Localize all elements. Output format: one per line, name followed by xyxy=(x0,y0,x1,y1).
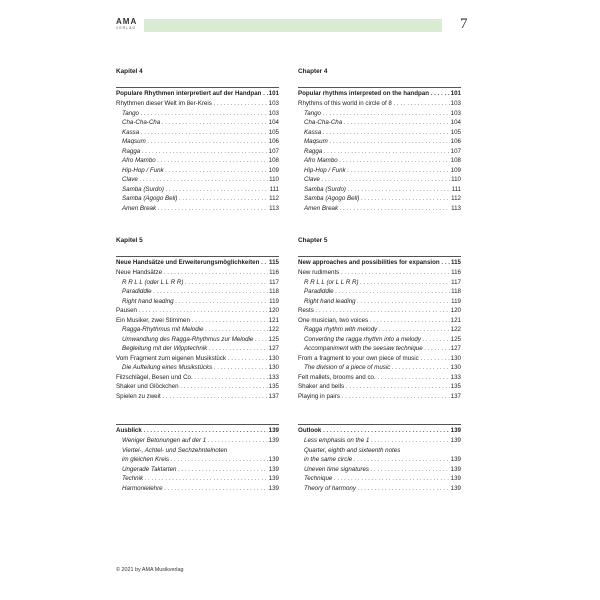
toc-entry xyxy=(298,455,461,465)
toc-entry-page: 117 xyxy=(269,278,279,286)
toc-entry-page: 117 xyxy=(451,278,461,286)
toc-entry-title: New approaches and possibilities for expansion . . . xyxy=(298,258,450,268)
toc-entry-page: 139 xyxy=(450,475,461,482)
toc-entry-title: Rhythmen dieser Welt im 8er-Kreis . . . xyxy=(116,99,268,109)
toc-entry xyxy=(298,316,461,326)
toc-entry-page: 118 xyxy=(451,288,461,295)
toc-entry-page: 135 xyxy=(450,383,461,390)
toc-entry-page: 119 xyxy=(451,297,461,305)
toc-entry-page: 130 xyxy=(268,354,279,362)
toc-entry xyxy=(116,204,279,214)
toc-entry-page: 139 xyxy=(450,456,461,463)
toc-entry-title: Amen Break . . . xyxy=(298,204,450,214)
toc-entry-title: Playing in pairs . . . xyxy=(298,392,450,402)
logo-mark: AMA xyxy=(116,17,138,26)
toc-entry-title: New rudiments . . . xyxy=(298,268,450,278)
toc-entry xyxy=(116,185,279,195)
toc-entry-title: Pausen . . . xyxy=(116,306,268,316)
toc-entry-title: Vom Fragment zum eigenen Musikstück . . . xyxy=(116,354,268,364)
toc-entry-page: 139 xyxy=(450,484,461,492)
toc-entry xyxy=(116,278,279,288)
toc-entry-page: 139 xyxy=(450,465,461,473)
toc-entry-page: 109 xyxy=(450,166,461,174)
toc-entry xyxy=(298,484,461,494)
toc-entry-page: 122 xyxy=(268,326,279,333)
toc-entry xyxy=(116,335,279,345)
toc-entry xyxy=(116,175,279,185)
toc-list xyxy=(298,87,461,213)
toc-entry xyxy=(116,166,279,176)
toc-entry-title: Kassa . . . xyxy=(298,128,450,138)
toc-entry-page: 133 xyxy=(450,373,461,381)
toc-entry xyxy=(298,363,461,373)
toc-entry xyxy=(116,156,279,166)
toc-entry-page: 107 xyxy=(450,147,461,155)
toc-entry-title: Ragga . . . xyxy=(298,147,450,157)
chapter-label: Chapter 4 xyxy=(298,68,328,75)
toc-entry-title: Shaker und Glöckchen . . . xyxy=(116,382,268,392)
toc-list xyxy=(116,256,279,401)
toc-entry-title: im gleichen Kreis . . . xyxy=(116,455,268,465)
toc-entry xyxy=(116,354,279,364)
toc-entry xyxy=(116,316,279,326)
toc-entry xyxy=(116,297,279,307)
toc-entry-page: 120 xyxy=(268,307,279,314)
toc-entry-title: Hip-Hop / Funk . . . xyxy=(116,166,268,176)
toc-entry xyxy=(116,118,279,128)
toc-heading xyxy=(298,424,461,436)
toc-entry xyxy=(116,344,279,354)
toc-entry xyxy=(298,156,461,166)
toc-entry-page xyxy=(278,446,279,456)
toc-entry-title: Paradiddle . . . xyxy=(298,287,450,297)
toc-entry xyxy=(116,147,279,157)
toc-entry-page: 139 xyxy=(268,465,279,473)
toc-entry-title: Uneven time signatures . . . xyxy=(298,465,450,475)
toc-entry-title: Theory of harmony . . . xyxy=(298,484,450,494)
toc-entry xyxy=(298,344,461,354)
toc-entry-title: R R L L (oder L L R R) . . . xyxy=(116,278,268,288)
toc-entry-title: Less emphasis on the 1 . . . xyxy=(298,436,450,446)
toc-entry-page: 111 xyxy=(269,185,279,193)
toc-entry xyxy=(298,325,461,335)
toc-entry-page: 115 xyxy=(451,259,461,266)
toc-entry-page: 125 xyxy=(450,335,461,343)
toc-entry-page: 119 xyxy=(269,297,279,305)
toc-entry-page: 139 xyxy=(268,437,279,444)
toc-de-chapter4 xyxy=(116,67,279,213)
toc-entry-title: Paradiddle . . . xyxy=(116,287,268,297)
toc-entry-page: 110 xyxy=(451,176,461,183)
chapter-label: Kapitel 5 xyxy=(116,237,143,244)
toc-entry-title: Accompaniment with the seesaw technique . . . xyxy=(298,344,450,354)
toc-entry-page: 115 xyxy=(269,259,279,266)
toc-entry-page: 113 xyxy=(269,204,279,212)
toc-list xyxy=(116,424,279,493)
toc-entry xyxy=(298,306,461,316)
toc-entry xyxy=(116,474,279,484)
toc-entry-title: Popular rhythms interpreted on the handpan . . . xyxy=(298,89,450,99)
toc-entry-title: Technik . . . xyxy=(116,474,268,484)
toc-entry-page: 130 xyxy=(268,364,279,371)
toc-heading xyxy=(116,87,279,99)
toc-entry-title: Samba (Surdo) . . . xyxy=(298,185,451,195)
toc-entry xyxy=(116,446,279,456)
toc-entry-title: Samba (Surdo) . . . xyxy=(116,185,269,195)
toc-en-outlook xyxy=(298,424,461,493)
toc-de-outlook xyxy=(116,424,279,493)
toc-entry xyxy=(298,166,461,176)
toc-entry-page: 121 xyxy=(268,316,279,324)
toc-entry-title: Maqsum . . . xyxy=(298,137,450,147)
toc-entry xyxy=(298,474,461,484)
toc-entry-title: Amen Break . . . xyxy=(116,204,268,214)
toc-list xyxy=(298,256,461,401)
toc-entry-page: 103 xyxy=(268,100,279,107)
toc-entry xyxy=(116,194,279,204)
toc-entry-page: 116 xyxy=(451,269,461,276)
toc-list xyxy=(116,87,279,213)
toc-entry-title: Tango . . . xyxy=(116,109,268,119)
toc-entry-title: in the same circle . . . xyxy=(298,455,450,465)
toc-entry-title: Ungerade Taktarten . . . xyxy=(116,465,268,475)
toc-entry xyxy=(116,287,279,297)
toc-entry-page: 111 xyxy=(451,185,461,193)
toc-entry xyxy=(298,278,461,288)
toc-entry-title: Ragga-Rhythmus mit Melodie . . . xyxy=(116,325,268,335)
toc-entry xyxy=(116,382,279,392)
toc-entry-page: 137 xyxy=(450,392,461,400)
toc-entry-title: Viertel-, Achtel- und Sechzehntelnoten xyxy=(122,446,228,454)
toc-entry-page: 112 xyxy=(451,195,461,202)
toc-entry xyxy=(298,204,461,214)
toc-entry-title: The division of a piece of music . . . xyxy=(298,363,450,373)
toc-entry xyxy=(298,109,461,119)
toc-entry-page: 103 xyxy=(450,109,461,117)
logo-subtitle: VERLAG xyxy=(116,26,137,30)
toc-entry-page: 108 xyxy=(268,157,279,164)
toc-entry-title: Converting the ragga rhythm into a melody . . . xyxy=(298,335,450,345)
toc-entry xyxy=(298,287,461,297)
toc-entry-title: Spielen zu zweit . . . xyxy=(116,392,268,402)
toc-entry-page: 116 xyxy=(269,269,279,276)
toc-entry-title: Rests . . . xyxy=(298,306,450,316)
toc-entry-title: Outlook . . . xyxy=(298,426,450,436)
toc-entry xyxy=(298,147,461,157)
toc-entry-title: Clave . . . xyxy=(298,175,450,185)
toc-heading xyxy=(298,87,461,99)
toc-entry-page: 139 xyxy=(268,484,279,492)
toc-entry-page: 103 xyxy=(268,109,279,117)
toc-entry-title: Neue Handsätze und Erweiterungsmöglichkeiten . . . xyxy=(116,258,268,268)
toc-entry-title: Begleitung mit der Wipptechnik . . . xyxy=(116,344,268,354)
toc-entry-page: 125 xyxy=(268,335,279,343)
toc-entry-title: Right hand leading . . . xyxy=(116,297,268,307)
toc-heading xyxy=(116,256,279,268)
toc-entry-page: 130 xyxy=(450,354,461,362)
toc-entry-title: Quarter, eighth and sixteenth notes xyxy=(304,446,401,454)
toc-entry-title: Afro Mambo . . . xyxy=(116,156,268,166)
toc-entry xyxy=(298,99,461,109)
toc-entry-title: R R L L (or L L R R) . . . xyxy=(298,278,450,288)
toc-entry xyxy=(298,185,461,195)
toc-entry-title: Clave . . . xyxy=(116,175,268,185)
toc-heading xyxy=(116,424,279,436)
toc-entry-page: 109 xyxy=(268,166,279,174)
toc-entry xyxy=(298,268,461,278)
toc-entry xyxy=(116,128,279,138)
copyright: © 2021 by AMA Musikverlag xyxy=(116,567,184,573)
toc-entry xyxy=(116,436,279,446)
toc-entry-title: From a fragment to your own piece of music . . . xyxy=(298,354,450,364)
toc-entry-title: Afro Mambo . . . xyxy=(298,156,450,166)
toc-entry-title: Weniger Betonungen auf der 1 . . . xyxy=(116,436,268,446)
publisher-logo xyxy=(116,18,142,34)
toc-entry-title: Neue Handsätze . . . xyxy=(116,268,268,278)
toc-entry-page: 108 xyxy=(450,157,461,164)
toc-entry xyxy=(298,194,461,204)
page-number: 7 xyxy=(460,16,468,32)
chapter-label: Chapter 5 xyxy=(298,237,328,244)
toc-entry-title: Filzschlägel, Besen und Co. . . . xyxy=(116,373,268,383)
toc-entry xyxy=(116,325,279,335)
toc-entry xyxy=(298,392,461,402)
toc-entry xyxy=(116,306,279,316)
toc-entry-title: Die Aufteilung eines Musikstücks . . . xyxy=(116,363,268,373)
toc-entry-title: Rhythms of this world in circle of 8 . . . xyxy=(298,99,450,109)
toc-entry xyxy=(116,392,279,402)
header-bar xyxy=(144,19,442,32)
toc-en-chapter5 xyxy=(298,236,461,401)
toc-entry-page: 121 xyxy=(450,316,461,324)
toc-entry-page: 127 xyxy=(450,345,461,352)
toc-entry xyxy=(298,175,461,185)
toc-entry xyxy=(116,465,279,475)
toc-entry-title: Maqsum . . . xyxy=(116,137,268,147)
toc-entry-title: Ausblick . . . xyxy=(116,426,268,436)
toc-entry xyxy=(116,373,279,383)
toc-entry-title: Samba (Agogo Bell) . . . xyxy=(298,194,450,204)
toc-entry-page: 130 xyxy=(450,364,461,371)
toc-entry-title: Kassa . . . xyxy=(116,128,268,138)
toc-entry xyxy=(298,137,461,147)
toc-entry-title: Samba (Agogo Bell) . . . xyxy=(116,194,268,204)
toc-entry-page: 113 xyxy=(451,204,461,212)
toc-entry xyxy=(298,446,461,456)
toc-entry-title: Right hand leading . . . xyxy=(298,297,450,307)
toc-entry xyxy=(298,128,461,138)
toc-entry-title: One musician, two voices . . . xyxy=(298,316,450,326)
toc-entry-page: 103 xyxy=(450,100,461,107)
toc-entry xyxy=(298,354,461,364)
toc-entry-page: 104 xyxy=(268,119,279,126)
toc-entry-title: Hip-Hop / Funk . . . xyxy=(298,166,450,176)
toc-entry xyxy=(298,373,461,383)
toc-entry-title: Ein Musiker, zwei Stimmen . . . xyxy=(116,316,268,326)
toc-entry-page: 105 xyxy=(450,128,461,136)
toc-entry-page: 110 xyxy=(269,176,279,183)
toc-entry xyxy=(116,109,279,119)
toc-entry-title: Tango . . . xyxy=(298,109,450,119)
toc-entry-title: Ragga rhythm with melody . . . xyxy=(298,325,450,335)
toc-entry-title: Cha-Cha-Cha . . . xyxy=(116,118,268,128)
toc-entry-page: 122 xyxy=(450,326,461,333)
toc-entry-page: 139 xyxy=(450,427,461,434)
toc-entry xyxy=(116,484,279,494)
toc-entry-page: 107 xyxy=(268,147,279,155)
toc-entry xyxy=(116,137,279,147)
toc-entry xyxy=(298,118,461,128)
toc-entry-page: 105 xyxy=(268,128,279,136)
toc-list xyxy=(298,424,461,493)
toc-entry-page: 118 xyxy=(269,288,279,295)
toc-entry-title: Ragga . . . xyxy=(116,147,268,157)
toc-entry-page: 139 xyxy=(268,456,279,463)
toc-entry-title: Populare Rhythmen interpretiert auf der Handpan . . . xyxy=(116,89,268,99)
toc-entry-title: Harmonielehre . . . xyxy=(116,484,268,494)
chapter-label: Kapitel 4 xyxy=(116,68,143,75)
toc-entry-page: 120 xyxy=(450,307,461,314)
toc-entry-page: 139 xyxy=(268,427,279,434)
toc-entry xyxy=(298,465,461,475)
toc-entry-title: Technique . . . xyxy=(298,474,450,484)
toc-entry-page: 139 xyxy=(268,475,279,482)
toc-heading xyxy=(298,256,461,268)
toc-entry-page: 101 xyxy=(450,90,461,97)
toc-entry-page: 101 xyxy=(268,90,279,97)
toc-entry xyxy=(298,297,461,307)
toc-entry-page: 127 xyxy=(268,345,279,352)
toc-de-chapter5 xyxy=(116,236,279,401)
toc-entry-page: 112 xyxy=(269,195,279,202)
toc-entry-title: Shaker and bells . . . xyxy=(298,382,450,392)
toc-entry xyxy=(116,455,279,465)
toc-entry-page: 106 xyxy=(450,138,461,145)
toc-entry-page: 135 xyxy=(268,383,279,390)
toc-entry-page: 137 xyxy=(268,392,279,400)
toc-entry-page: 139 xyxy=(450,437,461,444)
toc-entry-page xyxy=(460,446,461,456)
toc-entry-page: 104 xyxy=(450,119,461,126)
toc-entry xyxy=(116,363,279,373)
toc-entry-title: Cha-Cha-Cha . . . xyxy=(298,118,450,128)
toc-entry-page: 106 xyxy=(268,138,279,145)
toc-entry xyxy=(116,268,279,278)
toc-entry xyxy=(298,436,461,446)
toc-entry xyxy=(298,335,461,345)
toc-en-chapter4 xyxy=(298,67,461,213)
toc-entry-title: Felt mallets, brooms and co. . . . xyxy=(298,373,450,383)
toc-entry-page: 133 xyxy=(268,373,279,381)
toc-entry xyxy=(298,382,461,392)
toc-entry xyxy=(116,99,279,109)
toc-entry-title: Umwandlung des Ragga-Rhythmus zur Melodie . . . xyxy=(116,335,268,345)
